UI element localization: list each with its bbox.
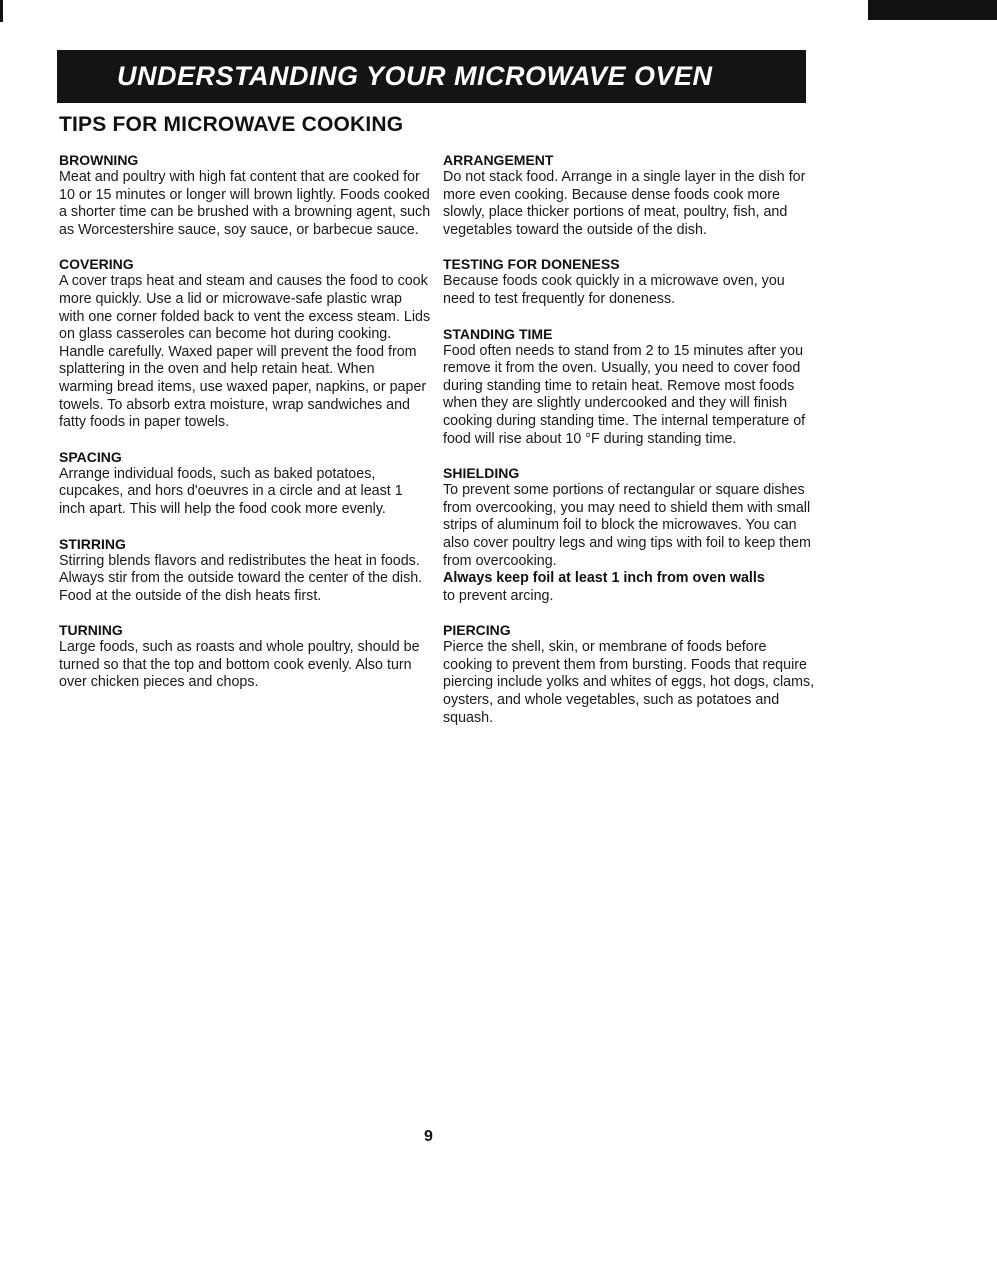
- tip-standing-time: [443, 326, 818, 449]
- tip-body-text: To prevent some portions of rectangular or square dishes from overcooking, you may need to shield them with small strips of aluminum foil to block the microwaves. You can also cover poultry legs and wing tips with foil to keep them from overcooking.: [443, 482, 811, 569]
- tip-body: Because foods cook quickly in a microwave oven, you need to test frequently for doneness.: [443, 273, 785, 307]
- page-number: 9: [424, 1128, 433, 1145]
- tip-spacing: [59, 449, 431, 519]
- tip-browning: [59, 152, 431, 239]
- right-column: [443, 152, 818, 727]
- tip-body: Pierce the shell, skin, or membrane of foods before cooking to prevent them from bursting. Foods that require piercing include yolks and whites of eggs, hot dogs, clams, oysters, and whole vegetables, such as potatoes and squash.: [443, 639, 815, 726]
- foil-warning: Always keep foil at least 1 inch from oven walls: [443, 570, 765, 587]
- tip-body: Food often needs to stand from 2 to 15 minutes after you remove it from the oven. Usually, you need to cover food during standing time to retain heat. Remove most foods when they are slightly undercooked and they will finish cooking during standing time. The internal temperature of food will rise about 10 °F during standing time.: [443, 342, 806, 447]
- tip-arrangement: [443, 152, 818, 239]
- chapter-banner: [57, 50, 806, 103]
- chapter-title: UNDERSTANDING YOUR MICROWAVE OVEN: [117, 61, 713, 91]
- tip-heading: COVERING: [59, 256, 134, 273]
- tip-testing-for-doneness: [443, 256, 818, 308]
- tip-heading: BROWNING: [59, 152, 139, 168]
- left-column: [59, 152, 431, 692]
- tip-turning: [59, 622, 431, 692]
- tip-body: Meat and poultry with high fat content that are cooked for 10 or 15 minutes or longer will brown lightly. Foods cooked a shorter time can be brushed with a browning agent, such as Worcestershire sauce, soy sauce, or barbecue sauce.: [59, 169, 431, 238]
- scan-edge-mark: [0, 0, 3, 22]
- tip-body: Arrange individual foods, such as baked potatoes, cupcakes, and hors d'oeuvres in a circle and at least 1 inch apart. This will help the food cook more evenly.: [59, 465, 403, 517]
- tip-heading: STANDING TIME: [443, 325, 553, 342]
- tip-body: Do not stack food. Arrange in a single layer in the dish for more even cooking. Because dense foods cook more slowly, place thicker portions of meat, poultry, fish, and vegetables toward the outside of the dish.: [443, 169, 806, 238]
- tip-heading: TESTING FOR DONENESS: [443, 256, 620, 273]
- tip-heading: TURNING: [59, 622, 123, 639]
- tip-heading: PIERCING: [443, 622, 511, 639]
- tip-heading: STIRRING: [59, 535, 126, 552]
- corner-tab: [868, 0, 997, 20]
- tip-body: Stirring blends flavors and redistributes the heat in foods. Always stir from the outside toward the center of the dish. Food at the outside of the dish heats first.: [59, 552, 423, 604]
- tip-body: [443, 482, 818, 605]
- tip-shielding: [443, 465, 818, 605]
- tip-stirring: [59, 536, 431, 606]
- tip-body: Large foods, such as roasts and whole poultry, should be turned so that the top and bottom cook evenly. Also turn over chicken pieces and chops.: [59, 639, 420, 691]
- tip-heading: ARRANGEMENT: [443, 152, 554, 168]
- tip-heading: SHIELDING: [443, 465, 520, 482]
- tip-heading: SPACING: [59, 448, 122, 465]
- tip-body: A cover traps heat and steam and causes the food to cook more quickly. Use a lid or microwave-safe plastic wrap with one corner folded back to vent the excess steam. Lids on glass casseroles can become hot during cooking. Handle carefully. Waxed paper will prevent the food from splattering in the oven and help retain heat. When warming bread items, use waxed paper, napkins, or paper towels. To absorb extra moisture, wrap sandwiches and fatty foods in paper towels.: [59, 273, 431, 431]
- tip-covering: [59, 256, 431, 431]
- tip-body-text-after: to prevent arcing.: [443, 587, 554, 604]
- tip-piercing: [443, 622, 818, 727]
- section-title: TIPS FOR MICROWAVE COOKING: [59, 113, 404, 136]
